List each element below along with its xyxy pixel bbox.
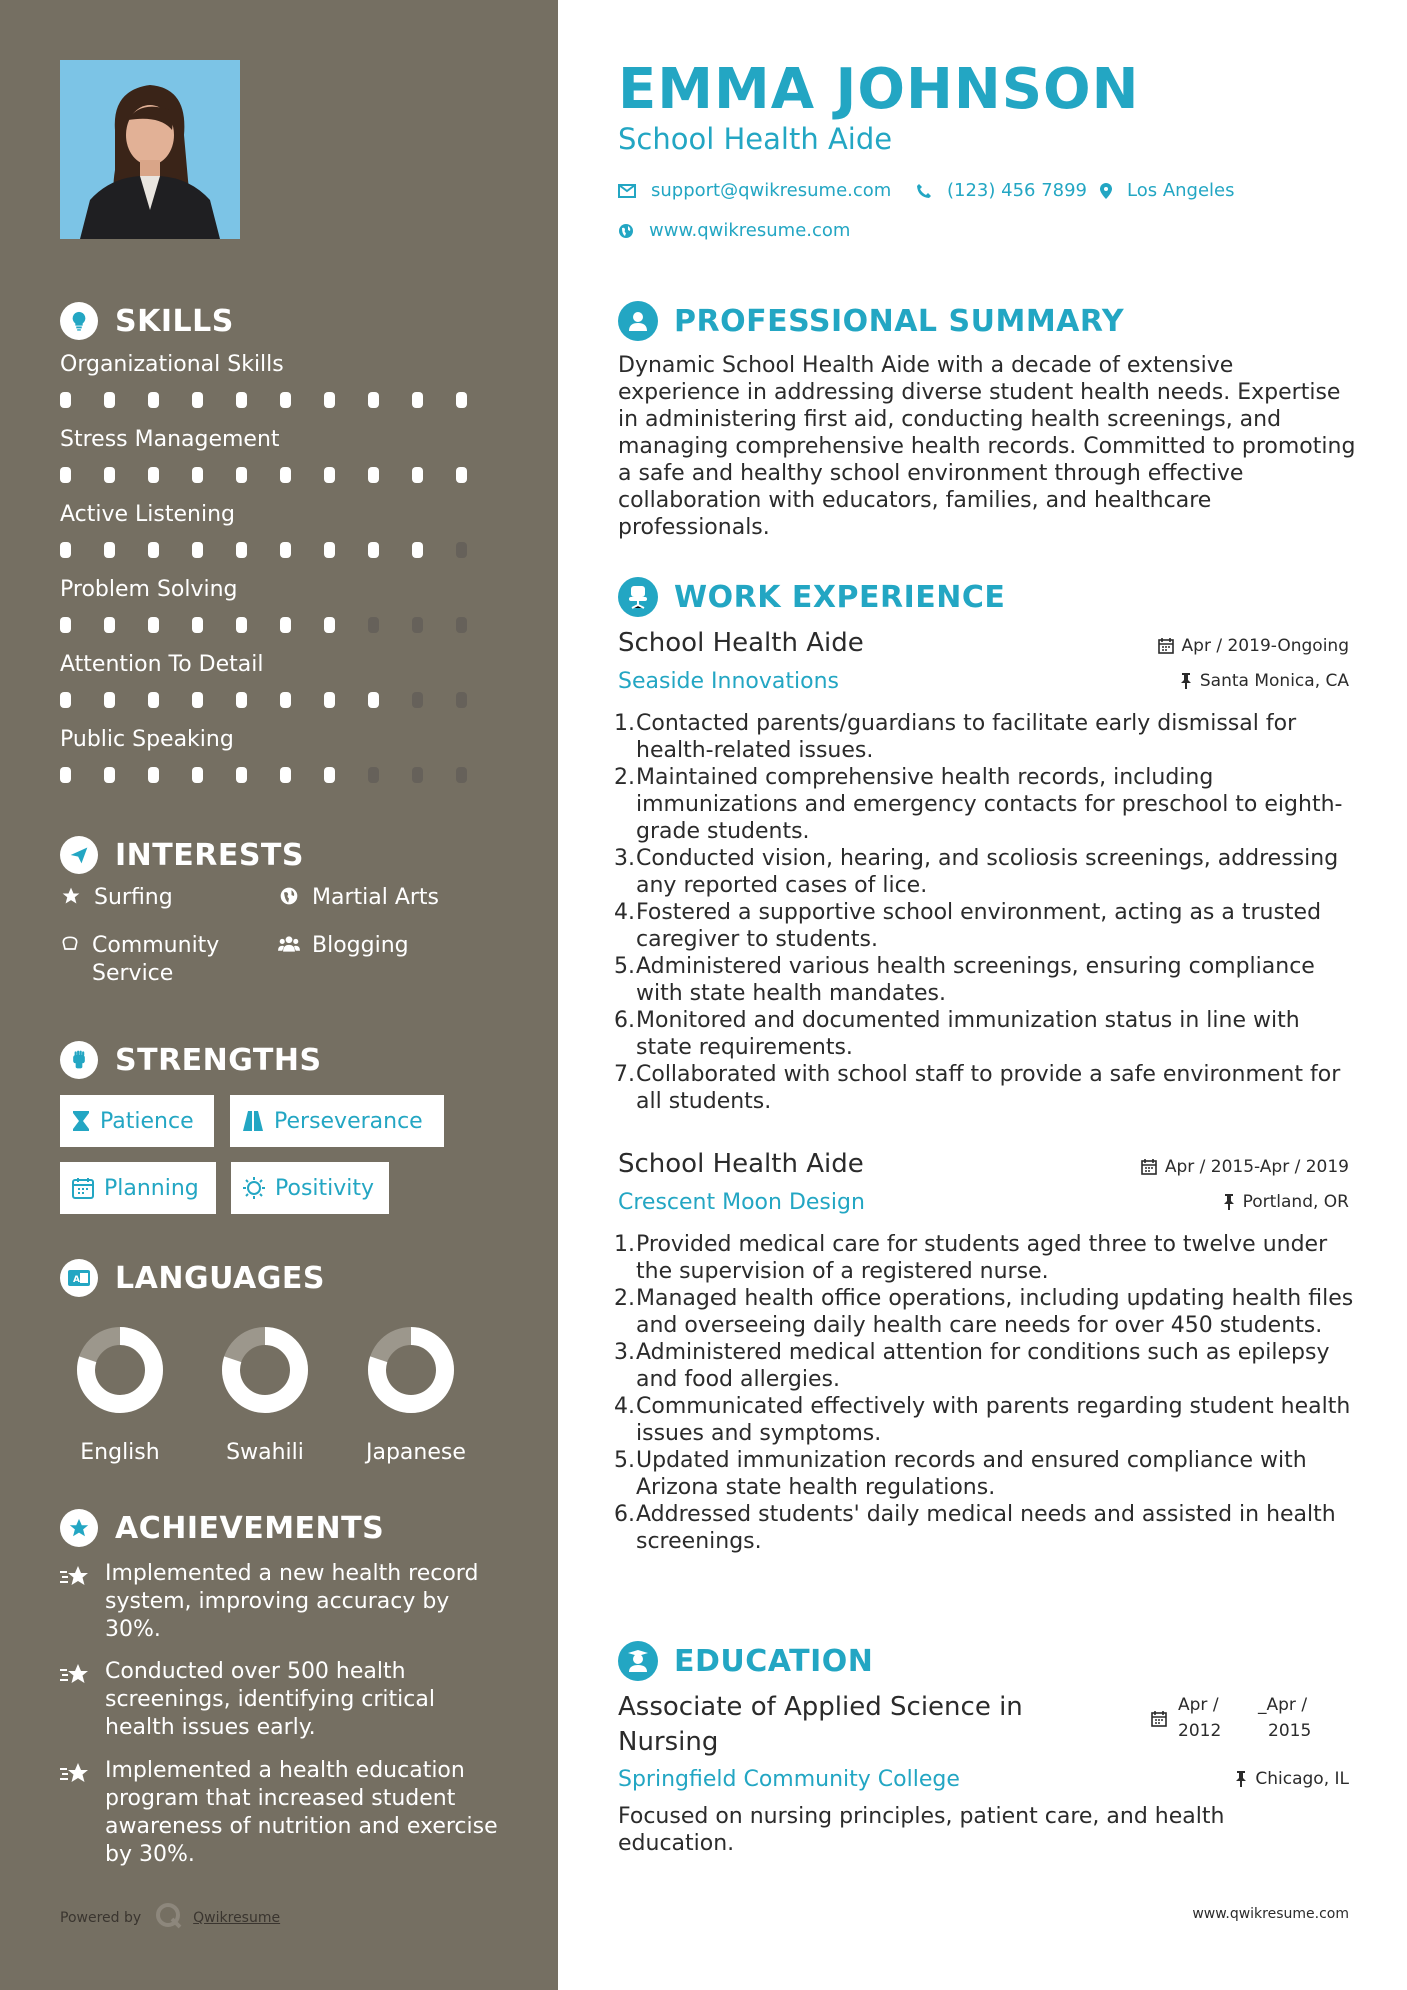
rating-dot <box>236 767 247 783</box>
language-item <box>366 1326 466 1465</box>
skill-item <box>60 502 500 558</box>
duty-item <box>614 1501 1354 1555</box>
fist-icon <box>60 1041 98 1079</box>
rating-dot <box>456 467 467 483</box>
office-chair-icon <box>618 577 658 617</box>
skills-heading-text: SKILLS <box>115 303 234 339</box>
interest-item <box>278 932 409 960</box>
duty-item <box>614 1285 1354 1339</box>
job-title: School Health Aide <box>618 628 864 658</box>
duty-number: 2. <box>614 765 635 790</box>
rating-dot <box>280 542 291 558</box>
skill-name: Problem Solving <box>60 577 238 602</box>
lightbulb-icon <box>60 302 98 340</box>
achievement-text: Conducted over 500 health screenings, identifying critical health issues early. <box>105 1659 435 1740</box>
skills-heading <box>60 302 234 340</box>
rating-dot <box>368 767 379 783</box>
duty-text: Administered medical attention for conditions such as epilepsy and food allergies. <box>636 1340 1330 1392</box>
rating-dot <box>104 467 115 483</box>
duty-text: Updated immunization records and ensured compliance with Arizona state health regulations. <box>636 1448 1307 1500</box>
job-location-text: Santa Monica, CA <box>1199 671 1349 691</box>
edu-start-year: 2012 <box>1178 1721 1222 1741</box>
duty-item <box>614 764 1354 845</box>
duty-number: 6. <box>614 1008 635 1033</box>
rating-dot <box>368 617 379 633</box>
strengths-heading <box>60 1041 322 1079</box>
rating-dot <box>192 692 203 708</box>
job-date <box>1141 1157 1349 1177</box>
strength-label: Positivity <box>275 1175 375 1201</box>
duty-list <box>614 710 1354 1115</box>
user-icon <box>618 301 658 341</box>
rating-dot <box>368 542 379 558</box>
achievement-item <box>60 1757 500 1869</box>
rating-dot <box>324 542 335 558</box>
achievement-text: Implemented a new health record system, improving accuracy by 30%. <box>105 1561 479 1642</box>
duty-item <box>614 1007 1354 1061</box>
duty-number: 4. <box>614 900 635 925</box>
calendar-icon <box>1141 1159 1157 1175</box>
translate-icon <box>60 1259 98 1297</box>
phone-icon <box>916 183 932 199</box>
duty-text: Contacted parents/guardians to facilitate early dismissal for health-related issues. <box>636 711 1297 763</box>
degree-title-line-1: Associate of Applied Science in <box>618 1692 1023 1722</box>
duty-number: 1. <box>614 1232 635 1257</box>
strengths-heading-text: STRENGTHS <box>115 1042 322 1078</box>
rating-dot <box>148 542 159 558</box>
duty-text: Maintained comprehensive health records, including immunizations and emergency contacts for preschool to eighth-grade students. <box>636 765 1343 844</box>
rating-dot <box>412 767 423 783</box>
hourglass-icon <box>72 1110 90 1132</box>
experience-heading-text: WORK EXPERIENCE <box>674 579 1006 615</box>
rating-dot <box>192 542 203 558</box>
powered-brand-link[interactable]: Qwikresume <box>193 1910 281 1926</box>
skill-rating <box>60 392 500 408</box>
contact-email[interactable] <box>618 180 891 201</box>
edu-location-text: Chicago, IL <box>1255 1769 1349 1789</box>
rating-dot <box>324 617 335 633</box>
edu-end-year: 2015 <box>1268 1721 1312 1741</box>
duty-item <box>614 899 1354 953</box>
job-date-text: Apr / 2019-Ongoing <box>1181 636 1349 656</box>
skill-rating <box>60 542 500 558</box>
duty-text: Addressed students' daily medical needs and assisted in health screenings. <box>636 1502 1336 1554</box>
rating-dot <box>456 392 467 408</box>
duty-text: Administered various health screenings, ensuring compliance with state health mandates. <box>636 954 1315 1006</box>
duty-text: Conducted vision, hearing, and scoliosis screenings, addressing any reported cases of lice. <box>636 846 1339 898</box>
skill-name: Active Listening <box>60 502 236 527</box>
skill-item <box>60 352 500 408</box>
calendar-icon <box>72 1177 94 1199</box>
skill-item <box>60 727 500 783</box>
candidate-title: School Health Aide <box>618 122 893 156</box>
skill-name: Organizational Skills <box>60 352 284 377</box>
job-title: School Health Aide <box>618 1149 864 1179</box>
group-icon <box>278 932 300 954</box>
rating-dot <box>60 617 71 633</box>
interests-heading <box>60 836 304 874</box>
award-star-icon <box>60 1509 98 1547</box>
envelope-icon <box>618 184 636 198</box>
rating-dot <box>368 392 379 408</box>
strength-label: Patience <box>100 1108 194 1134</box>
globe-icon <box>618 223 634 239</box>
powered-by <box>60 1902 280 1934</box>
job-date <box>1158 636 1349 656</box>
achievements-heading <box>60 1509 384 1547</box>
rating-dot <box>236 617 247 633</box>
sun-icon <box>243 1177 265 1199</box>
degree-title-line-2: Nursing <box>618 1727 719 1757</box>
duty-item <box>614 953 1354 1007</box>
rating-dot <box>456 542 467 558</box>
rating-dot <box>148 617 159 633</box>
language-name: Swahili <box>226 1440 304 1465</box>
pin-icon <box>1180 673 1192 689</box>
strength-badge <box>60 1095 214 1147</box>
profile-photo <box>60 60 240 239</box>
rating-dot <box>280 467 291 483</box>
contact-phone[interactable] <box>916 180 1087 201</box>
rating-dot <box>60 542 71 558</box>
summary-text: Dynamic School Health Aide with a decade of extensive experience in addressing diverse student health needs. Expertise in administering first aid, conducting health screenings, and managing comprehensive health records. Committed to promoting a safe and healthy school environment through effective collaboration with educators, families, and healthcare professionals. <box>618 353 1356 540</box>
rating-dot <box>368 467 379 483</box>
rating-dot <box>456 617 467 633</box>
map-pin-icon <box>1100 183 1112 199</box>
language-ring <box>76 1326 164 1414</box>
edu-end-month: _Apr / <box>1258 1695 1308 1715</box>
languages-heading-text: LANGUAGES <box>115 1260 325 1296</box>
rating-dot <box>60 767 71 783</box>
languages-heading <box>60 1259 325 1297</box>
rating-dot <box>236 392 247 408</box>
duty-number: 7. <box>614 1062 635 1087</box>
rating-dot <box>104 392 115 408</box>
rating-dot <box>104 617 115 633</box>
calendar-icon <box>1151 1711 1167 1731</box>
duty-text: Collaborated with school staff to provide a safe environment for all students. <box>636 1062 1341 1114</box>
language-ring <box>221 1326 309 1414</box>
rating-dot <box>324 392 335 408</box>
graduate-icon <box>618 1641 658 1681</box>
paper-plane-icon <box>60 836 98 874</box>
rating-dot <box>412 542 423 558</box>
interest-label: Surfing <box>94 885 173 910</box>
summary-heading <box>618 301 1124 341</box>
rating-dot <box>192 467 203 483</box>
skill-rating <box>60 467 500 483</box>
road-icon <box>242 1111 264 1131</box>
pin-icon <box>1223 1194 1235 1210</box>
rating-dot <box>104 767 115 783</box>
rating-dot <box>104 692 115 708</box>
duty-text: Fostered a supportive school environment, acting as a trusted caregiver to students. <box>636 900 1322 952</box>
interest-item <box>60 884 173 912</box>
experience-heading <box>618 577 1005 617</box>
skill-name: Stress Management <box>60 427 280 452</box>
duty-item <box>614 845 1354 899</box>
strength-label: Perseverance <box>274 1108 423 1134</box>
achievements-heading-text: ACHIEVEMENTS <box>115 1510 385 1546</box>
edu-end-date <box>1258 1692 1311 1744</box>
duty-number: 6. <box>614 1502 635 1527</box>
edu-start-month: Apr / <box>1178 1695 1219 1715</box>
powered-by-label: Powered by <box>60 1910 142 1926</box>
rating-dot <box>456 767 467 783</box>
rating-dot <box>324 692 335 708</box>
email-text: support@qwikresume.com <box>651 180 892 201</box>
rating-dot <box>236 467 247 483</box>
rating-dot <box>148 692 159 708</box>
rating-dot <box>60 467 71 483</box>
strength-badge <box>231 1162 389 1214</box>
company-name: Crescent Moon Design <box>618 1190 865 1215</box>
rating-dot <box>236 692 247 708</box>
job-location <box>1223 1192 1349 1212</box>
skill-item <box>60 427 500 483</box>
rating-dot <box>280 617 291 633</box>
duty-number: 2. <box>614 1286 635 1311</box>
duty-text: Monitored and documented immunization status in line with state requirements. <box>636 1008 1300 1060</box>
svg-text:A: A <box>73 1275 80 1285</box>
duty-number: 4. <box>614 1394 635 1419</box>
rating-dot <box>324 767 335 783</box>
duty-number: 3. <box>614 1340 635 1365</box>
interest-item <box>278 884 439 912</box>
duty-item <box>614 1231 1354 1285</box>
rating-dot <box>148 467 159 483</box>
summary-heading-text: PROFESSIONAL SUMMARY <box>674 303 1125 339</box>
skill-name: Public Speaking <box>60 727 234 752</box>
interest-label: Community Service <box>92 933 220 986</box>
education-heading-text: EDUCATION <box>674 1643 874 1679</box>
rating-dot <box>280 692 291 708</box>
strength-label: Planning <box>104 1175 199 1201</box>
rating-dot <box>412 467 423 483</box>
shooting-star-icon <box>60 1560 90 1644</box>
edu-description: Focused on nursing principles, patient care, and health education. <box>618 1804 1225 1856</box>
rating-dot <box>324 467 335 483</box>
rating-dot <box>412 692 423 708</box>
job-location-text: Portland, OR <box>1242 1192 1349 1212</box>
duty-text: Managed health office operations, including updating health files and overseeing daily health care needs for over 450 students. <box>636 1286 1354 1338</box>
duty-number: 5. <box>614 1448 635 1473</box>
company-name: Seaside Innovations <box>618 669 839 694</box>
rating-dot <box>412 617 423 633</box>
rating-dot <box>192 617 203 633</box>
school-name: Springfield Community College <box>618 1767 960 1792</box>
skill-item <box>60 652 500 708</box>
pin-icon <box>1235 1771 1247 1787</box>
location-text: Los Angeles <box>1127 180 1235 201</box>
phone-text: (123) 456 7899 <box>947 180 1088 201</box>
achievement-item <box>60 1658 500 1742</box>
duty-item <box>614 1393 1354 1447</box>
interest-item <box>60 932 260 988</box>
rating-dot <box>280 392 291 408</box>
qwikresume-logo-icon <box>155 1902 183 1934</box>
duty-list <box>614 1231 1354 1555</box>
language-item <box>220 1326 310 1465</box>
strength-badge <box>230 1095 444 1147</box>
duty-number: 1. <box>614 711 635 736</box>
education-heading <box>618 1641 873 1681</box>
interest-label: Blogging <box>312 933 409 958</box>
language-name: Japanese <box>366 1440 466 1465</box>
skill-name: Attention To Detail <box>60 652 264 677</box>
duty-number: 3. <box>614 846 635 871</box>
edu-location <box>1235 1769 1349 1789</box>
rating-dot <box>280 767 291 783</box>
rating-dot <box>412 392 423 408</box>
interests-heading-text: INTERESTS <box>115 837 304 873</box>
duty-number: 5. <box>614 954 635 979</box>
duty-item <box>614 710 1354 764</box>
rating-dot <box>148 767 159 783</box>
interest-label: Martial Arts <box>312 885 440 910</box>
language-item <box>75 1326 165 1465</box>
skill-rating <box>60 617 500 633</box>
calendar-icon <box>1158 638 1174 654</box>
strength-badge <box>60 1162 216 1214</box>
star-icon <box>60 884 82 906</box>
candidate-name: EMMA JOHNSON <box>618 57 1140 122</box>
contact-location <box>1100 180 1235 201</box>
job-date-text: Apr / 2015-Apr / 2019 <box>1164 1157 1349 1177</box>
rating-dot <box>192 767 203 783</box>
achievement-text: Implemented a health education program that increased student awareness of nutrition and exercise by 30%. <box>105 1758 498 1867</box>
rating-dot <box>148 392 159 408</box>
community-icon <box>60 932 80 954</box>
skill-rating <box>60 692 500 708</box>
rating-dot <box>192 392 203 408</box>
rating-dot <box>456 692 467 708</box>
duty-item <box>614 1447 1354 1501</box>
duty-text: Provided medical care for students aged three to twelve under the supervision of a registered nurse. <box>636 1232 1328 1284</box>
job-location <box>1180 671 1349 691</box>
shooting-star-icon <box>60 1757 90 1869</box>
edu-start-date <box>1178 1692 1221 1744</box>
shooting-star-icon <box>60 1658 90 1742</box>
globe-icon <box>278 884 300 906</box>
website-text: www.qwikresume.com <box>649 220 851 241</box>
language-ring <box>367 1326 455 1414</box>
rating-dot <box>60 692 71 708</box>
duty-item <box>614 1339 1354 1393</box>
rating-dot <box>104 542 115 558</box>
rating-dot <box>368 692 379 708</box>
rating-dot <box>236 542 247 558</box>
duty-text: Communicated effectively with parents regarding student health issues and symptoms. <box>636 1394 1351 1446</box>
footer-url[interactable]: www.qwikresume.com <box>1192 1906 1349 1922</box>
achievement-item <box>60 1560 500 1644</box>
sidebar <box>0 0 558 1990</box>
contact-website[interactable] <box>618 220 850 241</box>
skill-rating <box>60 767 500 783</box>
duty-item <box>614 1061 1354 1115</box>
language-name: English <box>80 1440 160 1465</box>
skill-item <box>60 577 500 633</box>
rating-dot <box>60 392 71 408</box>
